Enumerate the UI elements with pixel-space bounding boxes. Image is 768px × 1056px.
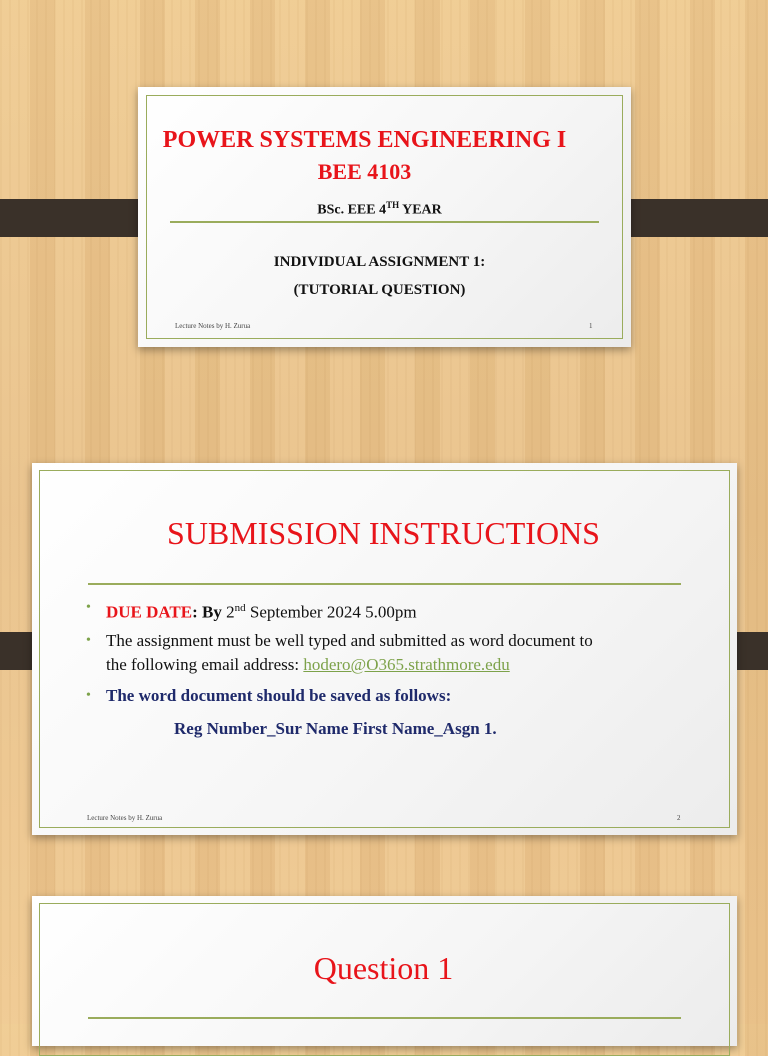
slide-2-footer-author: Lecture Notes by H. Zurua xyxy=(87,814,163,822)
bullet-dot-icon: • xyxy=(86,600,91,615)
slide-2-title: SUBMISSION INSTRUCTIONS xyxy=(167,515,600,551)
slide-2-footer-page: 2 xyxy=(677,814,681,822)
subtitle-superscript: TH xyxy=(386,200,400,210)
slide-3-divider xyxy=(88,1017,681,1019)
slide-2-divider xyxy=(88,583,681,585)
subtitle-prefix: BSc. EEE 4 xyxy=(317,202,387,218)
slide-1-divider xyxy=(170,221,599,223)
submission-line2-prefix: the following email address: xyxy=(106,655,304,674)
slide-1-subtitle xyxy=(128,200,631,219)
bullet-dot-icon: • xyxy=(86,633,91,648)
bullet-due-date xyxy=(86,596,726,620)
filename-format: Reg Number_Sur Name First Name_Asgn 1. xyxy=(174,719,497,738)
due-date-text xyxy=(106,596,417,625)
bullet-dot-icon: • xyxy=(86,688,91,703)
slide-1-assignment-line1: INDIVIDUAL ASSIGNMENT 1: xyxy=(273,254,486,270)
save-format-text: The word document should be saved as follows: xyxy=(106,686,452,705)
due-date-by: By xyxy=(202,602,227,622)
email-link[interactable]: hodero@O365.strathmore.edu xyxy=(303,655,510,674)
binder-bar-right-1 xyxy=(613,199,768,237)
submission-line2 xyxy=(106,653,510,677)
bullet-submission xyxy=(86,629,726,677)
slide-1-assignment-line2: (TUTORIAL QUESTION) xyxy=(293,282,466,298)
slide-1 xyxy=(138,87,631,347)
slide-1-title-line2: BEE 4103 xyxy=(317,159,412,184)
due-date-rest: September 2024 5.00pm xyxy=(245,602,417,622)
submission-line1: The assignment must be well typed and submitted as word document to xyxy=(106,631,593,650)
slide-1-footer-page: 1 xyxy=(589,322,593,330)
subtitle-suffix: YEAR xyxy=(399,202,442,218)
slide-1-footer-author: Lecture Notes by H. Zurua xyxy=(175,322,251,330)
due-date-sup: nd xyxy=(234,602,246,614)
bullet-save-format xyxy=(86,684,726,708)
due-date-day: 2 xyxy=(226,602,235,622)
slide-2 xyxy=(32,463,737,835)
slide-1-title-line1: POWER SYSTEMS ENGINEERING I xyxy=(162,127,567,153)
slide-3-title: Question 1 xyxy=(313,950,454,986)
due-date-colon: : xyxy=(192,602,203,622)
due-date-label: DUE DATE xyxy=(106,602,193,622)
